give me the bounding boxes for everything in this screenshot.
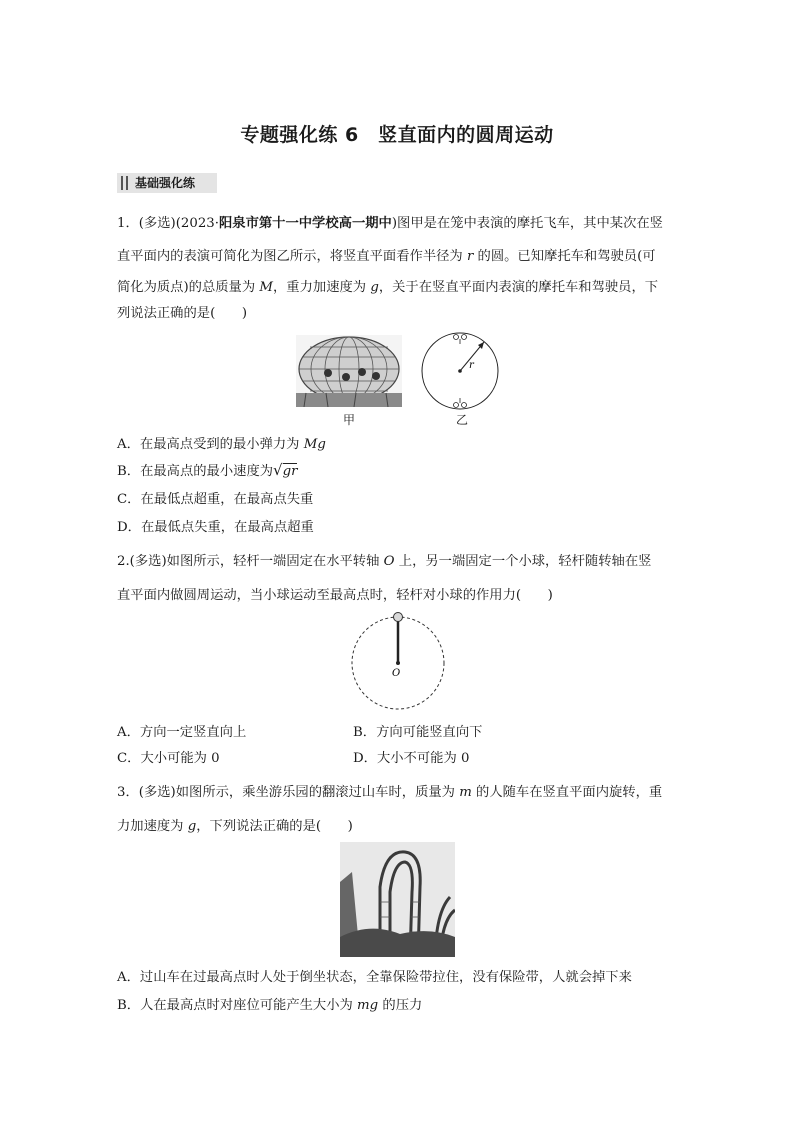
q1-option-d: D．在最低点失重，在最高点超重 (117, 520, 314, 535)
page-title: 专题强化练 6 竖直面内的圆周运动 (240, 124, 554, 146)
fig-label-o: O (392, 668, 401, 679)
sqrt-radicand: gr (282, 464, 298, 479)
q2-line-1: 2.(多选)如图所示，轻杆一端固定在水平转轴 O 上，另一端固定一个小球，轻杆随转轴在竖 (117, 554, 652, 569)
section-bars-decoration (121, 176, 128, 190)
sqrt-symbol: √ (273, 461, 283, 479)
q1-line-2: 直平面内的表演可简化为图乙所示，将竖直平面看作半径为 r 的圆。已知摩托车和驾驶员(可 (117, 249, 656, 264)
figure-roller-coaster-photo (340, 842, 455, 957)
q1-line-1: 1．(多选)(2023·阳泉市第十一中学校高一期中)图甲是在笼中表演的摩托飞车，其中某次在竖 (117, 216, 663, 231)
figure-cage-photo (296, 335, 402, 407)
q2-option-a: A．方向一定竖直向上 (117, 725, 247, 740)
q1-source: 阳泉市第十一中学校高一期中 (218, 216, 392, 231)
q3-option-a: A．过山车在过最高点时人处于倒坐状态，全靠保险带拉住，没有保险带，人就会掉下来 (117, 970, 632, 985)
q2-option-d: D．大小不可能为 0 (353, 751, 470, 766)
q2-line-2: 直平面内做圆周运动，当小球运动至最高点时，轻杆对小球的作用力( ) (117, 588, 553, 603)
caption-yi: 乙 (456, 413, 469, 427)
q1-option-a: A．在最高点受到的最小弹力为 Mg (117, 437, 326, 452)
q2-option-c: C．大小可能为 0 (117, 751, 220, 766)
figure-rod-circle (348, 610, 448, 710)
q3-line-1: 3．(多选)如图所示，乘坐游乐园的翻滚过山车时，质量为 m 的人随车在竖直平面内旋转，重 (117, 785, 663, 800)
q1-option-c: C．在最低点超重，在最高点失重 (117, 492, 314, 507)
q1-line-4: 列说法正确的是( ) (117, 306, 248, 321)
q1-line-3: 简化为质点)的总质量为 M，重力加速度为 g，关于在竖直平面内表演的摩托车和驾驶员，下 (117, 280, 659, 295)
q1-option-b: B．在最高点的最小速度为√gr (117, 461, 298, 479)
section-tag (117, 173, 217, 193)
fig-label-r: r (469, 360, 474, 371)
q2-option-b: B．方向可能竖直向下 (353, 725, 483, 740)
q3-option-b: B．人在最高点时对座位可能产生大小为 mg 的压力 (117, 998, 423, 1013)
figure-circle-diagram (420, 330, 500, 412)
section-tag-label: 基础强化练 (135, 176, 196, 190)
q3-line-2: 力加速度为 g，下列说法正确的是( ) (117, 819, 353, 834)
caption-jia: 甲 (343, 413, 356, 427)
